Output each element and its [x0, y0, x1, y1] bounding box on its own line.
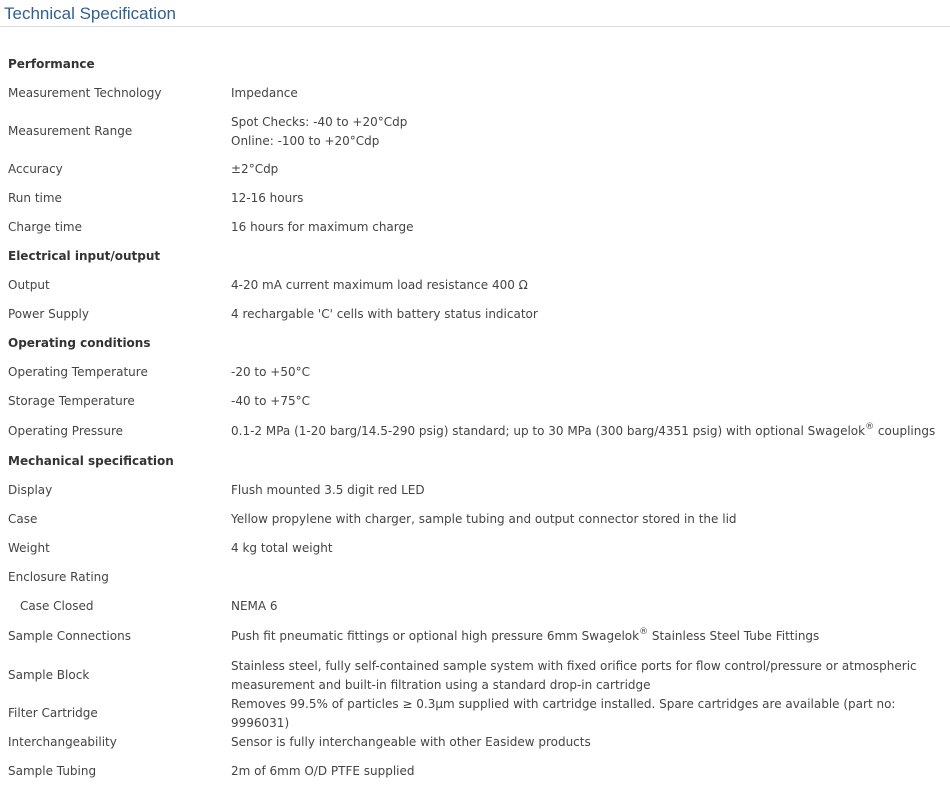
spec-value-line: Stainless steel, fully self-contained sample system with fixed orifice ports for flow control/pressure or atmospheric — [231, 658, 917, 673]
spec-value: -20 to +50°C — [231, 365, 310, 379]
spec-row-sample-block — [0, 652, 950, 699]
spec-label: Operating Pressure — [8, 424, 124, 438]
spec-label: Power Supply — [8, 307, 89, 321]
registered-mark: ® — [865, 422, 875, 432]
spec-value: 2m of 6mm O/D PTFE supplied — [231, 764, 415, 778]
spec-value: 16 hours for maximum charge — [231, 220, 414, 234]
spec-row-operating-pressure — [0, 416, 950, 447]
spec-value-line: measurement and built-in filtration using a standard drop-in cartridge — [231, 677, 651, 692]
spec-row-operating-temperature — [0, 358, 950, 387]
section-heading: Performance — [8, 57, 95, 71]
spec-label: Sample Block — [8, 668, 90, 682]
spec-label: Measurement Technology — [8, 86, 162, 100]
spec-value-text: Stainless Steel Tube Fittings — [648, 629, 820, 643]
spec-row-measurement-range — [0, 108, 950, 155]
spec-value — [231, 627, 950, 646]
spec-label: Measurement Range — [8, 124, 133, 138]
section-electrical — [0, 242, 950, 271]
spec-value — [231, 113, 950, 151]
spec-label: Display — [8, 483, 53, 497]
spec-row-charge-time — [0, 213, 950, 242]
spec-value-text: Push fit pneumatic fittings or optional high pressure 6mm Swagelok — [231, 629, 640, 643]
spec-row-measurement-technology — [0, 79, 950, 108]
spec-row-display — [0, 476, 950, 505]
spec-value: 4 rechargable 'C' cells with battery status indicator — [231, 307, 538, 321]
spec-row-enclosure-rating — [0, 563, 950, 592]
spec-label: Interchangeability — [8, 735, 117, 749]
page-title: Technical Specification — [4, 4, 176, 23]
spec-label: Output — [8, 278, 50, 292]
spec-row-sample-tubing — [0, 757, 950, 786]
spec-value: Removes 99.5% of particles ≥ 0.3μm supplied with cartridge installed. Spare cartridges are available (part no: 9996031) — [231, 696, 896, 730]
spec-label: Operating Temperature — [8, 365, 148, 379]
spec-value: 4-20 mA current maximum load resistance 400 Ω — [231, 278, 528, 292]
spec-value-line: Online: -100 to +20°Cdp — [231, 133, 380, 148]
section-heading: Mechanical specification — [8, 454, 174, 468]
section-mechanical — [0, 447, 950, 476]
title-divider — [0, 26, 950, 27]
spec-value: Impedance — [231, 86, 298, 100]
spec-value: Yellow propylene with charger, sample tubing and output connector stored in the lid — [231, 512, 737, 526]
spec-row-sample-connections — [0, 621, 950, 652]
spec-label: Sample Connections — [8, 629, 131, 643]
spec-value-text: 0.1-2 MPa (1-20 barg/14.5-290 psig) standard; up to 30 MPa (300 barg/4351 psig) with optional Swagelok — [231, 424, 866, 438]
spec-value: ±2°Cdp — [231, 162, 279, 176]
spec-value: Sensor is fully interchangeable with other Easidew products — [231, 735, 591, 749]
spec-row-weight — [0, 534, 950, 563]
spec-row-accuracy — [0, 155, 950, 184]
spec-label: Accuracy — [8, 162, 63, 176]
registered-mark: ® — [639, 627, 649, 637]
spec-row-filter-cartridge — [0, 696, 950, 730]
spec-label: Storage Temperature — [8, 394, 135, 408]
spec-row-case-closed — [0, 592, 950, 621]
section-performance — [0, 50, 950, 79]
section-operating — [0, 329, 950, 358]
spec-value: -40 to +75°C — [231, 394, 310, 408]
spec-value: 4 kg total weight — [231, 541, 333, 555]
spec-label: Enclosure Rating — [8, 570, 109, 584]
spec-label: Sample Tubing — [8, 764, 97, 778]
spec-label: Charge time — [8, 220, 82, 234]
spec-value-text: couplings — [874, 424, 936, 438]
spec-label: Case Closed — [20, 599, 94, 613]
spec-label: Case — [8, 512, 38, 526]
spec-row-output — [0, 271, 950, 300]
spec-row-storage-temperature — [0, 387, 950, 416]
spec-value: 12-16 hours — [231, 191, 304, 205]
spec-value: NEMA 6 — [231, 599, 278, 613]
spec-table — [0, 50, 950, 786]
spec-value — [231, 422, 950, 441]
spec-label: Weight — [8, 541, 50, 555]
section-heading: Operating conditions — [8, 336, 151, 350]
spec-row-run-time — [0, 184, 950, 213]
spec-label: Filter Cartridge — [8, 706, 98, 720]
spec-value: Flush mounted 3.5 digit red LED — [231, 483, 425, 497]
spec-row-interchangeability — [0, 728, 950, 757]
section-heading: Electrical input/output — [8, 249, 161, 263]
spec-row-case — [0, 505, 950, 534]
spec-value-line: Spot Checks: -40 to +20°Cdp — [231, 114, 408, 129]
spec-label: Run time — [8, 191, 62, 205]
spec-row-power-supply — [0, 300, 950, 329]
spec-value — [231, 657, 950, 695]
